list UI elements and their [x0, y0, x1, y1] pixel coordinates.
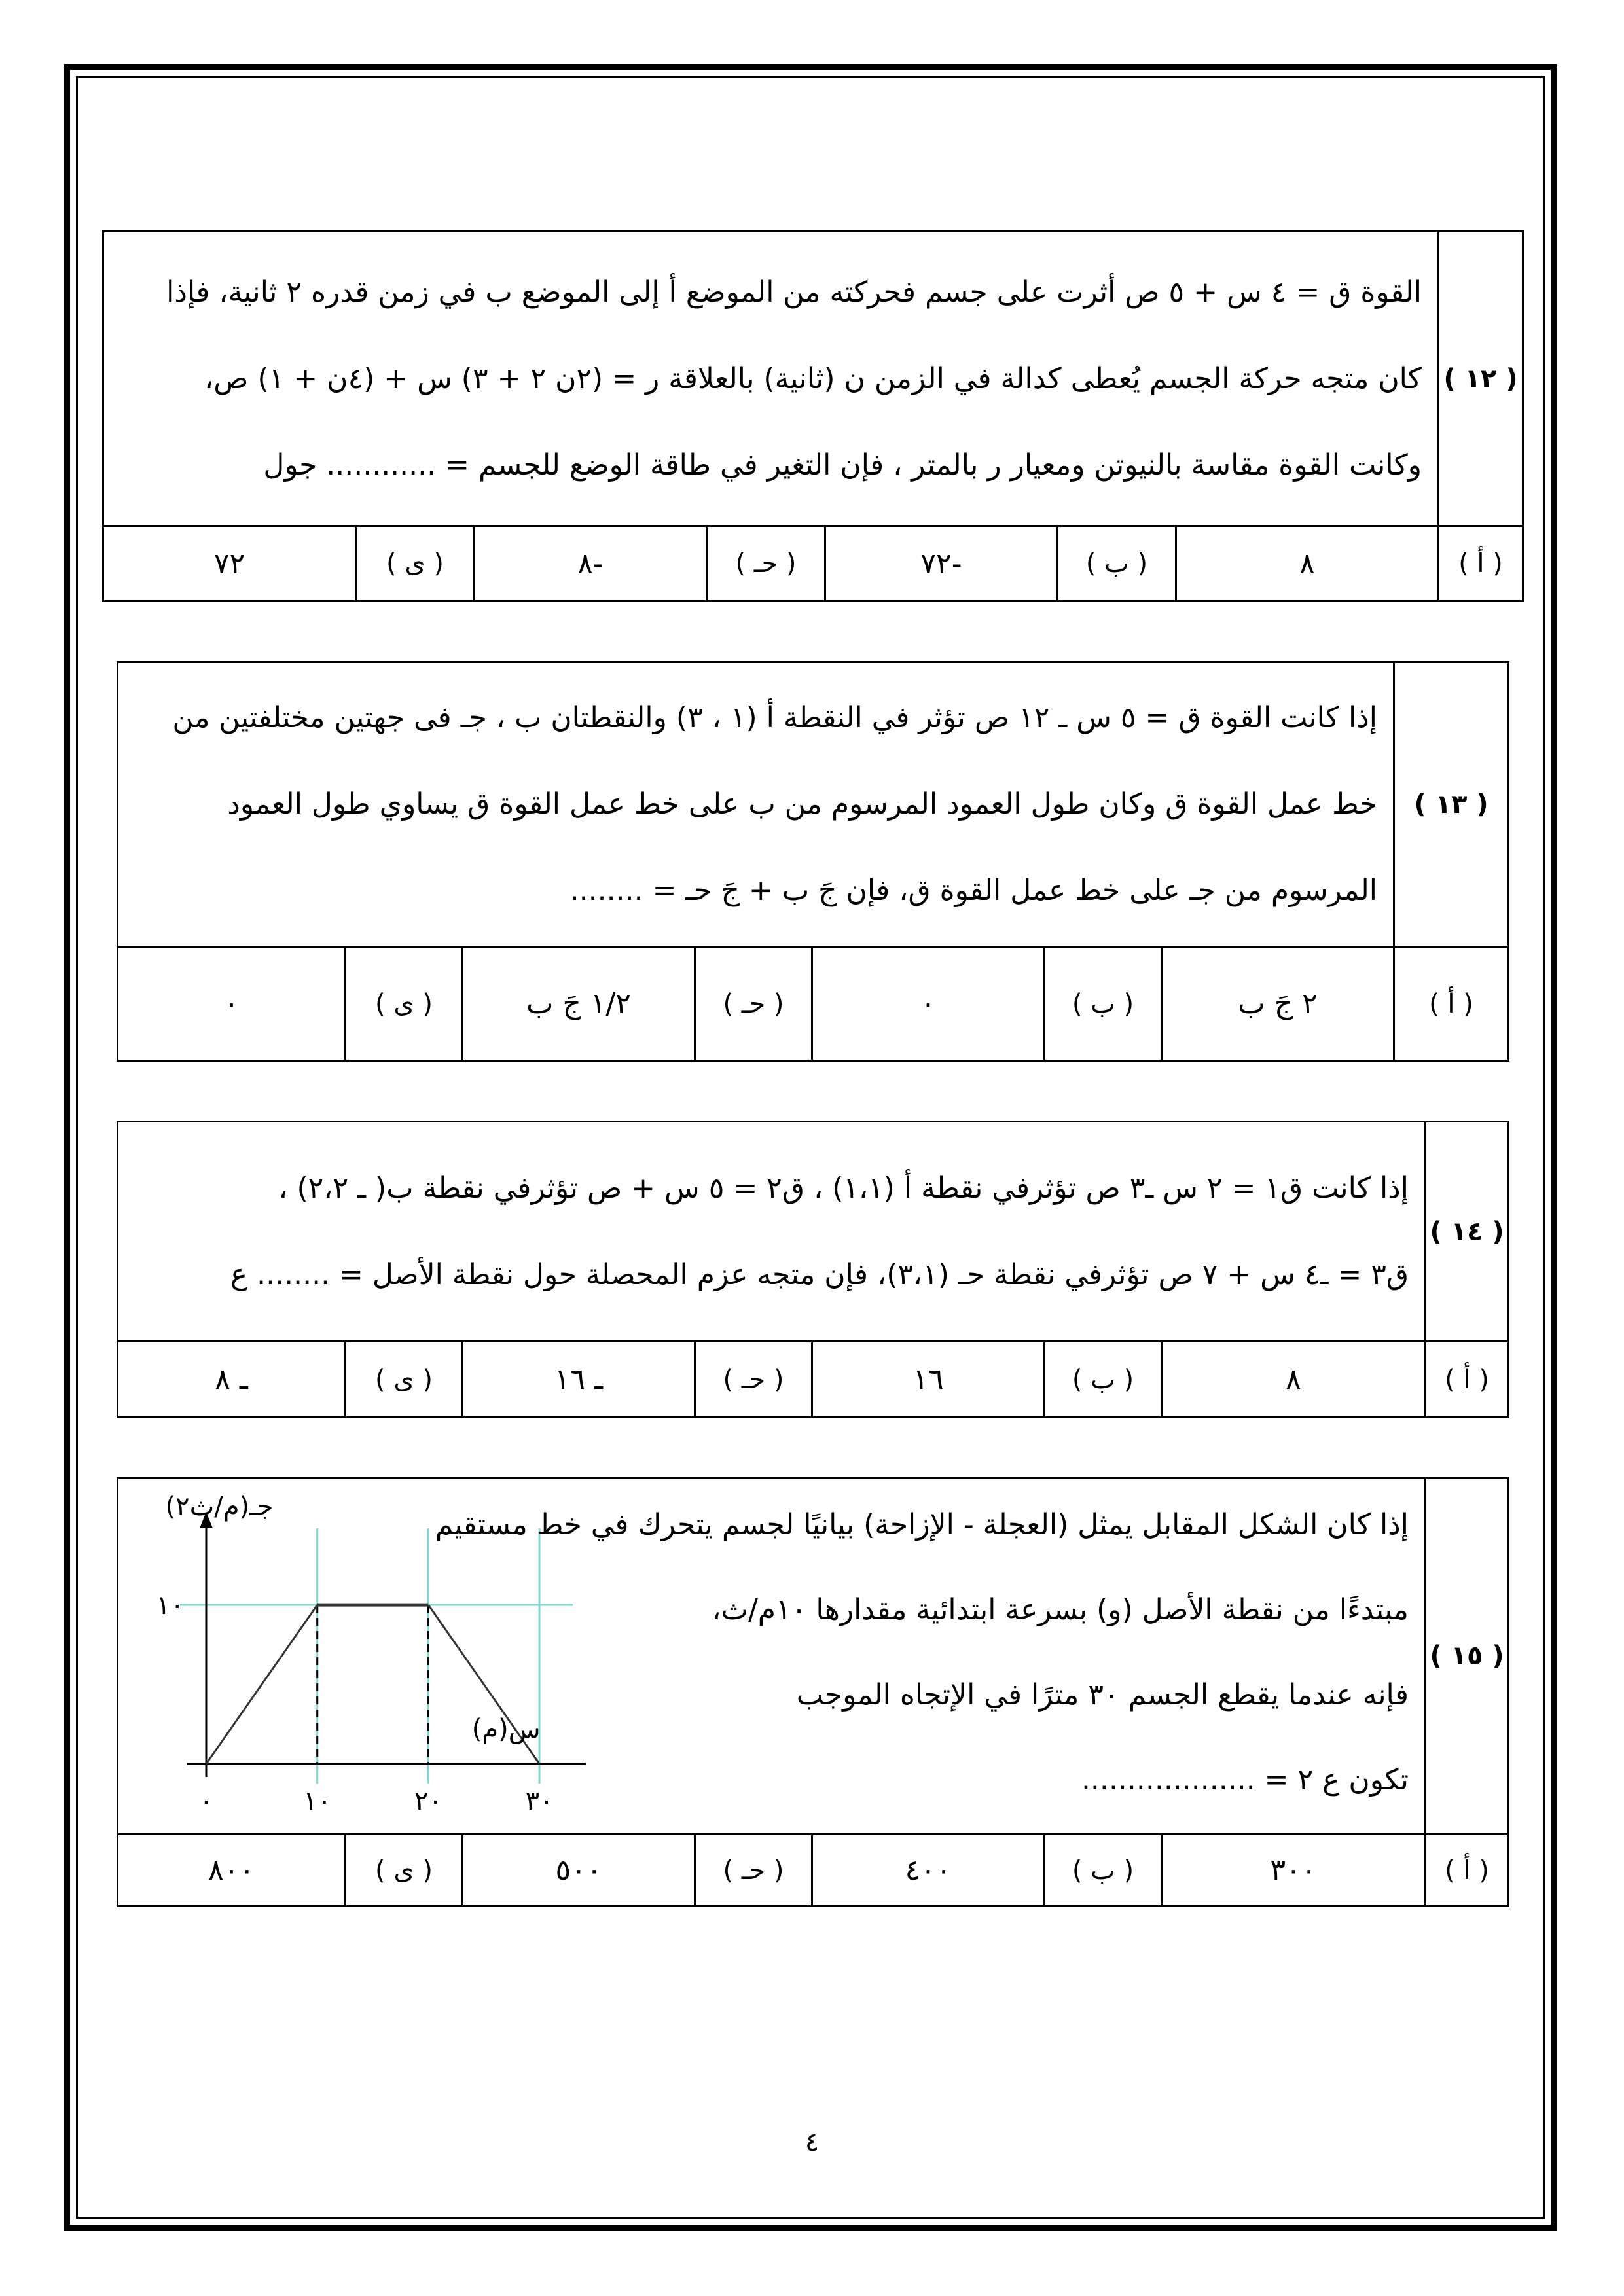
option-label-b: ( ب ) — [1058, 526, 1176, 601]
question-line: القوة ق = ٤ س + ٥ ص أثرت على جسم فحركته من الموضع أ إلى الموضع ب في زمن قدره ٢ ثانية، فإذا — [166, 275, 1422, 309]
option-label-c: ( حـ ) — [695, 947, 812, 1061]
option-c-value[interactable]: ١/٢ جَ ب — [463, 947, 695, 1061]
option-label-a: ( أ ) — [1426, 1342, 1509, 1418]
option-label-a: ( أ ) — [1426, 1835, 1509, 1907]
option-b-value[interactable]: ٠ — [812, 947, 1045, 1061]
option-label-a: ( أ ) — [1394, 947, 1509, 1061]
question-number: ( ١٣ ) — [1394, 662, 1509, 947]
question-15 — [117, 1477, 1509, 1907]
option-c-value[interactable]: ـ ١٦ — [463, 1342, 695, 1418]
question-line: إذا كانت ق١ = ٢ س ـ٣ ص تؤثرفي نقطة أ (١،١) ، ق٢ = ٥ س + ص تؤثرفي نقطة ب( ـ ٢،٢) ، — [278, 1171, 1409, 1205]
question-line: خط عمل القوة ق وكان طول العمود المرسوم من ب على خط عمل القوة ق يساوي طول العمود — [227, 787, 1377, 821]
option-label-c: ( حـ ) — [695, 1835, 812, 1907]
question-line: فإنه عندما يقطع الجسم ٣٠ مترًا في الإتجاه الموجب — [796, 1678, 1409, 1712]
option-label-d: ( ى ) — [346, 1342, 463, 1418]
x-axis-label: س(م) — [471, 1714, 541, 1744]
question-line: ق٣ = ـ٤ س + ٧ ص تؤثرفي نقطة حـ (٣،١)، فإن متجه عزم المحصلة حول نقطة الأصل = ........ ع — [230, 1257, 1409, 1291]
x-tick-label: ٣٠ — [525, 1786, 554, 1816]
question-line: إذا كان الشكل المقابل يمثل (العجلة - الإزاحة) بيانيًا لجسم يتحرك في خط مستقيم — [435, 1508, 1409, 1541]
question-14 — [117, 1121, 1509, 1418]
option-label-a: ( أ ) — [1439, 526, 1523, 601]
option-label-c: ( حـ ) — [695, 1342, 812, 1418]
option-b-value[interactable]: -٧٢ — [825, 526, 1058, 601]
question-text — [103, 232, 1439, 526]
x-tick-label: ١٠ — [303, 1786, 332, 1816]
y-tick-label: ١٠ — [156, 1590, 185, 1621]
question-line: المرسوم من جـ على خط عمل القوة ق، فإن جَ ب + جَ حـ = ........ — [569, 874, 1377, 907]
option-a-value[interactable]: ٨ — [1176, 526, 1439, 601]
x-tick-label: ٢٠ — [414, 1786, 442, 1816]
question-text — [118, 1478, 1426, 1835]
question-text — [118, 662, 1394, 947]
page-number: ٤ — [804, 2127, 820, 2157]
question-line: وكانت القوة مقاسة بالنيوتن ومعيار ر بالمتر ، فإن التغير في طاقة الوضع للجسم = ............ جول — [263, 448, 1422, 482]
option-c-value[interactable]: ٥٠٠ — [463, 1835, 695, 1907]
y-axis-label: جـ(م/ث٢) — [165, 1492, 274, 1522]
option-label-b: ( ب ) — [1045, 1835, 1162, 1907]
option-a-value[interactable]: ٨ — [1162, 1342, 1426, 1418]
option-label-d: ( ى ) — [346, 947, 463, 1061]
question-line: إذا كانت القوة ق = ٥ س ـ ١٢ ص تؤثر في النقطة أ (١ ، ٣) والنقطتان ب ، جـ فى جهتين مختلفتين من — [172, 701, 1377, 734]
option-d-value[interactable]: ـ ٨ — [118, 1342, 346, 1418]
option-label-c: ( حـ ) — [707, 526, 825, 601]
question-number: ( ١٥ ) — [1426, 1478, 1509, 1835]
question-line: مبتدءًا من نقطة الأصل (و) بسرعة ابتدائية مقدارها ١٠م/ث، — [712, 1593, 1409, 1626]
question-number: ( ١٤ ) — [1426, 1122, 1509, 1342]
option-a-value[interactable]: ٣٠٠ — [1162, 1835, 1426, 1907]
option-a-value[interactable]: ٢ جَ ب — [1162, 947, 1394, 1061]
question-text — [118, 1122, 1426, 1342]
data-segment — [206, 1605, 317, 1764]
option-label-d: ( ى ) — [356, 526, 475, 601]
option-b-value[interactable]: ٤٠٠ — [812, 1835, 1045, 1907]
option-b-value[interactable]: ١٦ — [812, 1342, 1045, 1418]
question-number: ( ١٢ ) — [1439, 232, 1523, 526]
option-label-d: ( ى ) — [346, 1835, 463, 1907]
option-d-value[interactable]: ٨٠٠ — [118, 1835, 346, 1907]
option-label-b: ( ب ) — [1045, 947, 1162, 1061]
option-d-value[interactable]: ٧٢ — [103, 526, 356, 601]
question-line: تكون ع ٢ = ................... — [1081, 1763, 1409, 1797]
question-13 — [117, 661, 1509, 1062]
question-12 — [102, 230, 1524, 602]
question-line: كان متجه حركة الجسم يُعطى كدالة في الزمن ن (ثانية) بالعلاقة ر = (٢ن ٢ + ٣) س + (٤ن + ١) ص، — [204, 361, 1422, 395]
option-label-b: ( ب ) — [1045, 1342, 1162, 1418]
option-d-value[interactable]: ٠ — [118, 947, 346, 1061]
option-c-value[interactable]: -٨ — [475, 526, 707, 601]
x-tick-label: ٠ — [199, 1786, 213, 1816]
